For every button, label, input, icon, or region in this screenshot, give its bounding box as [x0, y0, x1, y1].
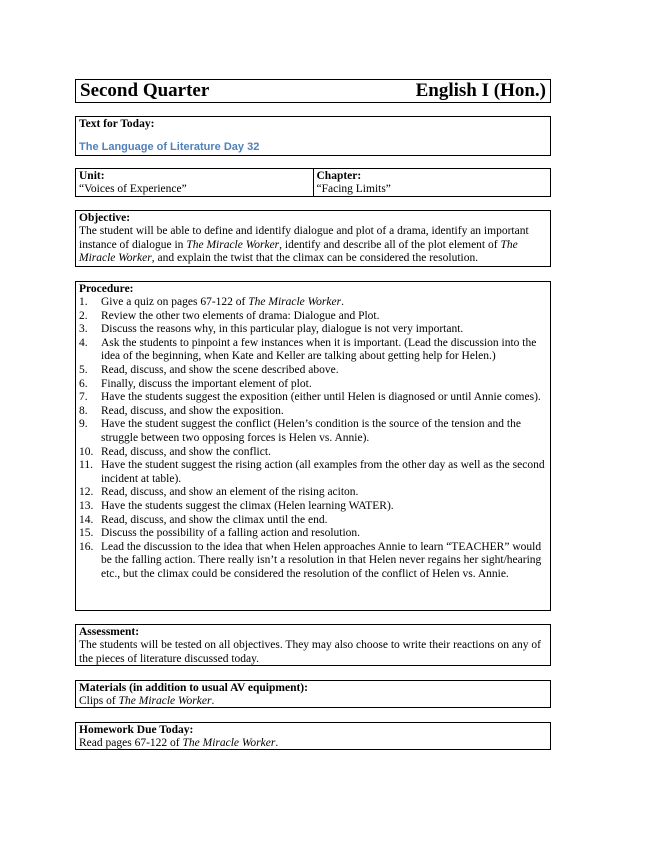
homework-label: Homework Due Today:	[79, 724, 194, 736]
procedure-step-number: 7.	[79, 391, 88, 404]
homework-text: Read pages 67-122 of The Miracle Worker.	[79, 737, 279, 749]
procedure-step	[79, 514, 547, 528]
text-for-today-section	[75, 116, 551, 156]
procedure-section	[75, 281, 551, 611]
procedure-step-text: Have the student suggest the conflict (Helen’s condition is the source of the tension and the struggle between two opposing forces is Helen vs. Annie).	[101, 418, 521, 444]
procedure-step-text: Read, discuss, and show the exposition.	[101, 404, 284, 417]
procedure-step	[79, 418, 547, 445]
procedure-step-number: 16.	[79, 540, 94, 553]
procedure-step-text: Lead the discussion to the idea that when Helen approaches Annie to learn “TEACHER” would be the falling action. There really isn’t a resolution in that Helen never regains her sight/hearing etc., but the climax could be considered the resolution of the conflict of Helen vs. Annie.	[101, 540, 542, 580]
quarter-title: Second Quarter	[80, 80, 210, 101]
text-for-today-label: Text for Today:	[79, 118, 155, 130]
assessment-text: The students will be tested on all objectives. They may also choose to write their reactions on any of the pieces of literature discussed today.	[79, 639, 541, 665]
objective-section	[75, 210, 551, 267]
procedure-step	[79, 296, 547, 310]
procedure-step-text: Discuss the reasons why, in this particular play, dialogue is not very important.	[101, 323, 464, 336]
procedure-step-text: Discuss the possibility of a falling action and resolution.	[101, 527, 361, 540]
procedure-step-text: Review the other two elements of drama: Dialogue and Plot.	[101, 309, 380, 322]
procedure-step	[79, 378, 547, 392]
procedure-step-text: Read, discuss, and show the conflict.	[101, 445, 271, 458]
assessment-label: Assessment:	[79, 626, 140, 638]
procedure-step	[79, 527, 547, 541]
procedure-step	[79, 459, 547, 486]
homework-section	[75, 722, 551, 750]
procedure-step-number: 3.	[79, 323, 88, 336]
chapter-cell	[313, 169, 551, 196]
procedure-label: Procedure:	[79, 283, 134, 295]
procedure-step-text: Ask the students to pinpoint a few instances when it is important. (Lead the discussion into the idea of the beginning, when Kate and Keller are talking about getting help for Helen.)	[101, 336, 537, 363]
procedure-step-text: Read, discuss, and show an element of the rising aciton.	[101, 486, 359, 499]
procedure-step-number: 12.	[79, 486, 94, 499]
materials-section	[75, 680, 551, 708]
unit-label: Unit:	[79, 170, 105, 182]
procedure-step-text: Have the students suggest the exposition (either until Helen is diagnosed or until Annie comes).	[101, 391, 541, 404]
procedure-step-text: Have the student suggest the rising action (all examples from the other day as well as the second incident at table).	[101, 459, 545, 485]
procedure-step	[79, 337, 547, 364]
procedure-step-text: Give a quiz on pages 67-122 of The Miracle Worker.	[101, 296, 344, 308]
procedure-step	[79, 541, 547, 582]
unit-chapter-section	[75, 168, 551, 197]
procedure-step-text: Have the students suggest the climax (Helen learning WATER).	[101, 499, 394, 512]
procedure-step-text: Read, discuss, and show the climax until the end.	[101, 513, 328, 526]
assessment-section	[75, 624, 551, 666]
procedure-step-number: 5.	[79, 363, 88, 376]
header-bar	[75, 79, 551, 103]
procedure-step	[79, 500, 547, 514]
procedure-step	[79, 486, 547, 500]
procedure-list	[79, 296, 547, 581]
procedure-step-number: 11.	[79, 459, 93, 472]
text-for-today-value: The Language of Literature Day 32	[79, 141, 260, 153]
procedure-step	[79, 310, 547, 324]
unit-value: “Voices of Experience”	[79, 183, 187, 195]
objective-text: The student will be able to define and identify dialogue and plot of a drama, identify an important instance of dialogue in The Miracle Worker, identify and describe all of the plot element of The Miracle Worker, and explain the twist that the climax can be considered the resolution.	[79, 225, 529, 265]
procedure-step-number: 6.	[79, 377, 88, 390]
procedure-step-number: 4.	[79, 336, 88, 349]
materials-label: Materials (in addition to usual AV equipment):	[79, 682, 308, 694]
procedure-step-number: 14.	[79, 513, 94, 526]
procedure-step-number: 2.	[79, 309, 88, 322]
procedure-step-number: 10.	[79, 445, 94, 458]
procedure-step-text: Finally, discuss the important element of plot.	[101, 377, 312, 390]
procedure-step	[79, 446, 547, 460]
procedure-step-number: 1.	[79, 296, 88, 308]
course-title: English I (Hon.)	[415, 80, 546, 101]
chapter-label: Chapter:	[316, 170, 362, 182]
procedure-step-number: 13.	[79, 499, 94, 512]
objective-label: Objective:	[79, 212, 131, 224]
procedure-step	[79, 391, 547, 405]
materials-text: Clips of The Miracle Worker.	[79, 695, 215, 707]
procedure-step	[79, 323, 547, 337]
procedure-step-number: 9.	[79, 418, 88, 431]
procedure-step-text: Read, discuss, and show the scene described above.	[101, 363, 339, 376]
procedure-step	[79, 405, 547, 419]
procedure-step-number: 15.	[79, 527, 94, 540]
procedure-step-number: 8.	[79, 404, 88, 417]
procedure-step	[79, 364, 547, 378]
unit-cell	[76, 169, 313, 196]
chapter-value: “Facing Limits”	[316, 183, 391, 195]
